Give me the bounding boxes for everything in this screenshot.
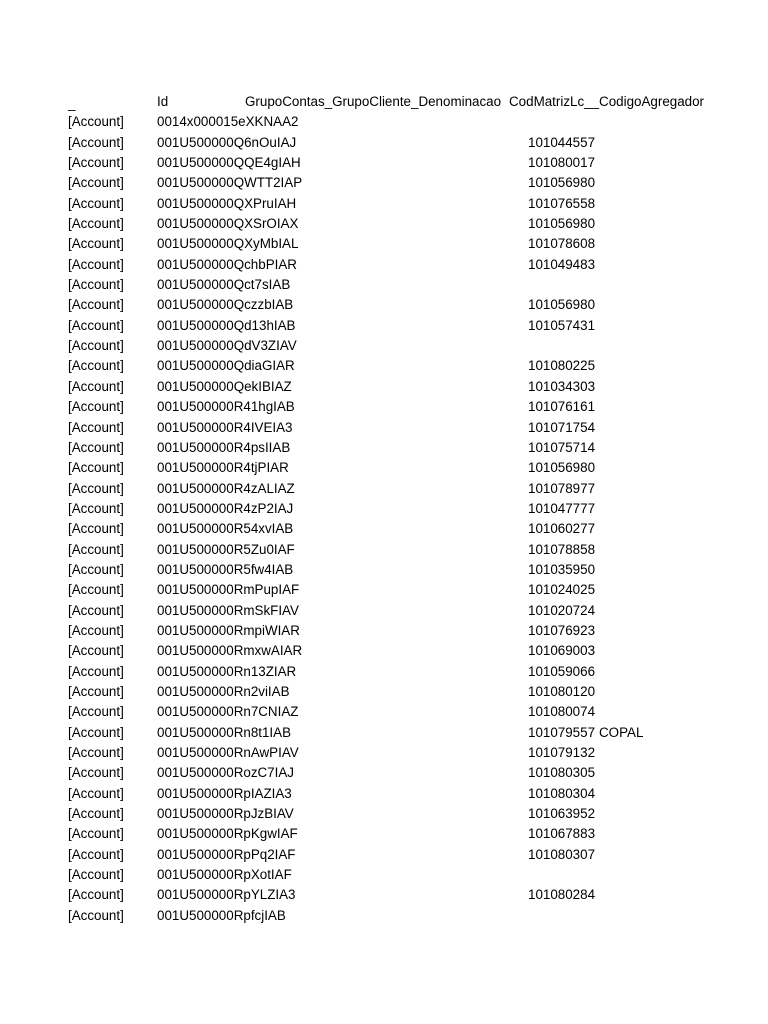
cell-type[interactable]: [Account] bbox=[68, 907, 124, 923]
table-row bbox=[0, 112, 768, 132]
table-row bbox=[0, 336, 768, 356]
cell-id[interactable]: 001U500000R5Zu0IAF bbox=[157, 541, 295, 557]
cell-type[interactable]: [Account] bbox=[68, 846, 124, 862]
table-row bbox=[0, 702, 768, 722]
table-row bbox=[0, 214, 768, 234]
cell-id[interactable]: 001U500000RpKgwIAF bbox=[157, 826, 298, 842]
cell-type[interactable]: [Account] bbox=[68, 378, 124, 394]
cell-type[interactable]: [Account] bbox=[68, 602, 124, 618]
cell-id[interactable]: 001U500000R4zP2IAJ bbox=[157, 500, 294, 516]
cell-id[interactable]: 001U500000R4IVEIA3 bbox=[157, 419, 293, 435]
cell-id[interactable]: 001U500000RpIAZIA3 bbox=[157, 785, 292, 801]
cell-type[interactable]: [Account] bbox=[68, 338, 124, 354]
cell-type[interactable]: [Account] bbox=[68, 643, 124, 659]
cell-cod-matriz[interactable]: 101076923 bbox=[528, 622, 596, 638]
cell-id[interactable]: 001U500000RnAwPIAV bbox=[157, 745, 299, 760]
cell-extra[interactable]: COPAL bbox=[599, 724, 644, 740]
cell-type[interactable]: [Account] bbox=[68, 297, 124, 313]
cell-cod-matriz[interactable]: 101047777 bbox=[528, 500, 596, 516]
cell-type[interactable]: [Account] bbox=[68, 724, 124, 740]
table-row bbox=[0, 255, 768, 275]
cell-id[interactable]: 001U500000RmPupIAF bbox=[157, 582, 300, 598]
cell-type[interactable]: [Account] bbox=[68, 419, 124, 435]
cell-cod-matriz[interactable]: 101079557 bbox=[528, 724, 596, 740]
cell-cod-matriz[interactable]: 101080120 bbox=[528, 683, 596, 699]
cell-cod-matriz[interactable]: 101020724 bbox=[528, 602, 596, 618]
cell-cod-matriz[interactable]: 101056980 bbox=[528, 216, 596, 232]
table-row bbox=[0, 479, 768, 499]
header-grupo-contas[interactable]: GrupoContas_GrupoCliente_Denominacao bbox=[245, 94, 502, 109]
table-row bbox=[0, 641, 768, 661]
table-row bbox=[0, 601, 768, 621]
table-row bbox=[0, 560, 768, 580]
table-row bbox=[0, 763, 768, 783]
cell-id[interactable]: 001U500000Q6nOuIAJ bbox=[157, 134, 297, 150]
cell-type[interactable]: [Account] bbox=[68, 358, 124, 374]
table-row bbox=[0, 580, 768, 600]
table-row bbox=[0, 804, 768, 824]
cell-type[interactable]: [Account] bbox=[68, 541, 124, 557]
table-row bbox=[0, 885, 768, 905]
cell-id[interactable]: 001U500000RpfcjIAB bbox=[157, 907, 286, 923]
cell-cod-matriz[interactable]: 101057431 bbox=[528, 317, 596, 333]
cell-cod-matriz[interactable]: 101078977 bbox=[528, 480, 596, 496]
cell-type[interactable]: [Account] bbox=[68, 765, 124, 781]
cell-cod-matriz[interactable]: 101056980 bbox=[528, 460, 596, 476]
cell-type[interactable]: [Account] bbox=[68, 561, 124, 577]
cell-cod-matriz[interactable]: 101067883 bbox=[528, 826, 596, 842]
cell-type[interactable]: [Account] bbox=[68, 521, 124, 537]
table-row bbox=[0, 194, 768, 214]
cell-type[interactable]: [Account] bbox=[68, 236, 124, 252]
table-row bbox=[0, 499, 768, 519]
cell-id[interactable]: 001U500000QczzbIAB bbox=[157, 297, 294, 313]
table-row bbox=[0, 418, 768, 438]
table-row bbox=[0, 662, 768, 682]
cell-id[interactable]: 001U500000RmSkFIAV bbox=[157, 602, 299, 618]
table-row bbox=[0, 743, 768, 763]
cell-id[interactable]: 001U500000R4zALIAZ bbox=[157, 480, 295, 496]
cell-type[interactable]: [Account] bbox=[68, 175, 124, 191]
cell-id[interactable]: 001U500000R4tjPIAR bbox=[157, 460, 289, 476]
cell-cod-matriz[interactable]: 101076161 bbox=[528, 399, 596, 415]
cell-type[interactable]: [Account] bbox=[68, 439, 124, 455]
cell-cod-matriz[interactable]: 101080304 bbox=[528, 785, 596, 801]
cell-cod-matriz[interactable]: 101056980 bbox=[528, 175, 596, 191]
table-row bbox=[0, 397, 768, 417]
table-row bbox=[0, 356, 768, 376]
cell-id[interactable]: 001U500000R41hgIAB bbox=[157, 399, 295, 415]
cell-cod-matriz[interactable]: 101080307 bbox=[528, 846, 596, 862]
cell-id[interactable]: 0014x000015eXKNAA2 bbox=[157, 114, 299, 130]
cell-id[interactable]: 001U500000Qct7sIAB bbox=[157, 277, 291, 293]
cell-cod-matriz[interactable]: 101080305 bbox=[528, 765, 596, 781]
cell-id[interactable]: 001U500000R54xvIAB bbox=[157, 521, 294, 537]
table-row bbox=[0, 865, 768, 885]
table-row bbox=[0, 723, 768, 743]
cell-cod-matriz[interactable]: 101059066 bbox=[528, 663, 596, 679]
cell-cod-matriz[interactable]: 101080074 bbox=[528, 704, 596, 720]
table-row bbox=[0, 519, 768, 539]
cell-cod-matriz[interactable]: 101060277 bbox=[528, 521, 596, 537]
cell-type[interactable]: [Account] bbox=[68, 134, 124, 150]
cell-type[interactable]: [Account] bbox=[68, 460, 124, 476]
header-underscore[interactable]: _ bbox=[68, 96, 76, 111]
cell-type[interactable]: [Account] bbox=[68, 663, 124, 679]
cell-type[interactable]: [Account] bbox=[68, 826, 124, 842]
cell-type[interactable]: [Account] bbox=[68, 683, 124, 699]
table-row bbox=[0, 173, 768, 193]
cell-type[interactable]: [Account] bbox=[68, 867, 124, 883]
cell-id[interactable]: 001U500000QQE4gIAH bbox=[157, 155, 301, 171]
cell-cod-matriz[interactable]: 101024025 bbox=[528, 582, 596, 598]
header-id[interactable]: Id bbox=[157, 94, 169, 109]
cell-id[interactable]: 001U500000RmpiWIAR bbox=[157, 622, 300, 638]
cell-id[interactable]: 001U500000Rn7CNIAZ bbox=[157, 704, 299, 720]
cell-id[interactable]: 001U500000QXSrOIAX bbox=[157, 216, 299, 232]
cell-id[interactable]: 001U500000Rn2viIAB bbox=[157, 683, 290, 699]
cell-id[interactable]: 001U500000QdV3ZIAV bbox=[157, 338, 297, 354]
cell-id[interactable]: 001U500000QchbPIAR bbox=[157, 256, 297, 272]
cell-cod-matriz[interactable]: 101078608 bbox=[528, 236, 596, 252]
cell-id[interactable]: 001U500000QXPruIAH bbox=[157, 195, 297, 211]
cell-id[interactable]: 001U500000R5fw4IAB bbox=[157, 561, 294, 577]
cell-type[interactable]: [Account] bbox=[68, 745, 124, 760]
cell-cod-matriz[interactable]: 101035950 bbox=[528, 561, 596, 577]
cell-id[interactable]: 001U500000RpXotIAF bbox=[157, 867, 292, 883]
cell-cod-matriz[interactable]: 101079132 bbox=[528, 745, 596, 760]
spreadsheet bbox=[0, 92, 768, 926]
cell-type[interactable]: [Account] bbox=[68, 114, 124, 130]
table-row bbox=[0, 295, 768, 315]
cell-type[interactable]: [Account] bbox=[68, 785, 124, 801]
table-row bbox=[0, 682, 768, 702]
cell-cod-matriz[interactable]: 101075714 bbox=[528, 439, 596, 455]
table-row bbox=[0, 540, 768, 560]
table-row bbox=[0, 906, 768, 926]
table-row bbox=[0, 234, 768, 254]
table-row bbox=[0, 316, 768, 336]
table-row bbox=[0, 784, 768, 804]
cell-cod-matriz[interactable]: 101080017 bbox=[528, 155, 596, 171]
cell-id[interactable]: 001U500000QXyMbIAL bbox=[157, 236, 299, 252]
table-row bbox=[0, 133, 768, 153]
cell-type[interactable]: [Account] bbox=[68, 806, 124, 822]
table-row bbox=[0, 621, 768, 641]
table-row bbox=[0, 458, 768, 478]
cell-cod-matriz[interactable]: 101071754 bbox=[528, 419, 596, 435]
cell-type[interactable]: [Account] bbox=[68, 216, 124, 232]
table-row bbox=[0, 845, 768, 865]
cell-type[interactable]: [Account] bbox=[68, 399, 124, 415]
cell-id[interactable]: 001U500000R4psIIAB bbox=[157, 439, 291, 455]
cell-id[interactable]: 001U500000RpPq2IAF bbox=[157, 846, 296, 862]
cell-type[interactable]: [Account] bbox=[68, 887, 124, 903]
table-row bbox=[0, 824, 768, 844]
cell-id[interactable]: 001U500000Rn13ZIAR bbox=[157, 663, 297, 679]
cell-id[interactable]: 001U500000Rn8t1IAB bbox=[157, 724, 292, 740]
cell-cod-matriz[interactable]: 101080225 bbox=[528, 358, 596, 374]
cell-type[interactable]: [Account] bbox=[68, 480, 124, 496]
cell-cod-matriz[interactable]: 101080284 bbox=[528, 887, 596, 903]
cell-type[interactable]: [Account] bbox=[68, 500, 124, 516]
cell-type[interactable]: [Account] bbox=[68, 195, 124, 211]
table-row bbox=[0, 377, 768, 397]
cell-cod-matriz[interactable]: 101076558 bbox=[528, 195, 596, 211]
cell-id[interactable]: 001U500000Qd13hIAB bbox=[157, 317, 296, 333]
cell-type[interactable]: [Account] bbox=[68, 256, 124, 272]
data-rows bbox=[0, 112, 768, 926]
cell-id[interactable]: 001U500000RpJzBIAV bbox=[157, 806, 294, 822]
cell-type[interactable]: [Account] bbox=[68, 277, 124, 293]
table-row bbox=[0, 275, 768, 295]
header-row bbox=[0, 92, 768, 112]
cell-cod-matriz[interactable]: 101063952 bbox=[528, 806, 596, 822]
cell-cod-matriz[interactable]: 101078858 bbox=[528, 541, 596, 557]
cell-type[interactable]: [Account] bbox=[68, 155, 124, 171]
cell-cod-matriz[interactable]: 101049483 bbox=[528, 256, 596, 272]
cell-id[interactable]: 001U500000QdiaGIAR bbox=[157, 358, 295, 374]
cell-cod-matriz[interactable]: 101069003 bbox=[528, 643, 596, 659]
table-row bbox=[0, 153, 768, 173]
cell-id[interactable]: 001U500000QekIBIAZ bbox=[157, 378, 292, 394]
cell-type[interactable]: [Account] bbox=[68, 317, 124, 333]
cell-id[interactable]: 001U500000RozC7IAJ bbox=[157, 765, 294, 781]
cell-cod-matriz[interactable]: 101034303 bbox=[528, 378, 596, 394]
cell-cod-matriz[interactable]: 101044557 bbox=[528, 134, 596, 150]
cell-type[interactable]: [Account] bbox=[68, 582, 124, 598]
cell-type[interactable]: [Account] bbox=[68, 704, 124, 720]
cell-id[interactable]: 001U500000RpYLZIA3 bbox=[157, 887, 296, 903]
cell-type[interactable]: [Account] bbox=[68, 622, 124, 638]
cell-id[interactable]: 001U500000QWTT2IAP bbox=[157, 175, 303, 191]
cell-cod-matriz[interactable]: 101056980 bbox=[528, 297, 596, 313]
header-cod-matriz[interactable]: CodMatrizLc__CodigoAgregador bbox=[509, 94, 705, 109]
table-row bbox=[0, 438, 768, 458]
cell-id[interactable]: 001U500000RmxwAIAR bbox=[157, 643, 303, 659]
